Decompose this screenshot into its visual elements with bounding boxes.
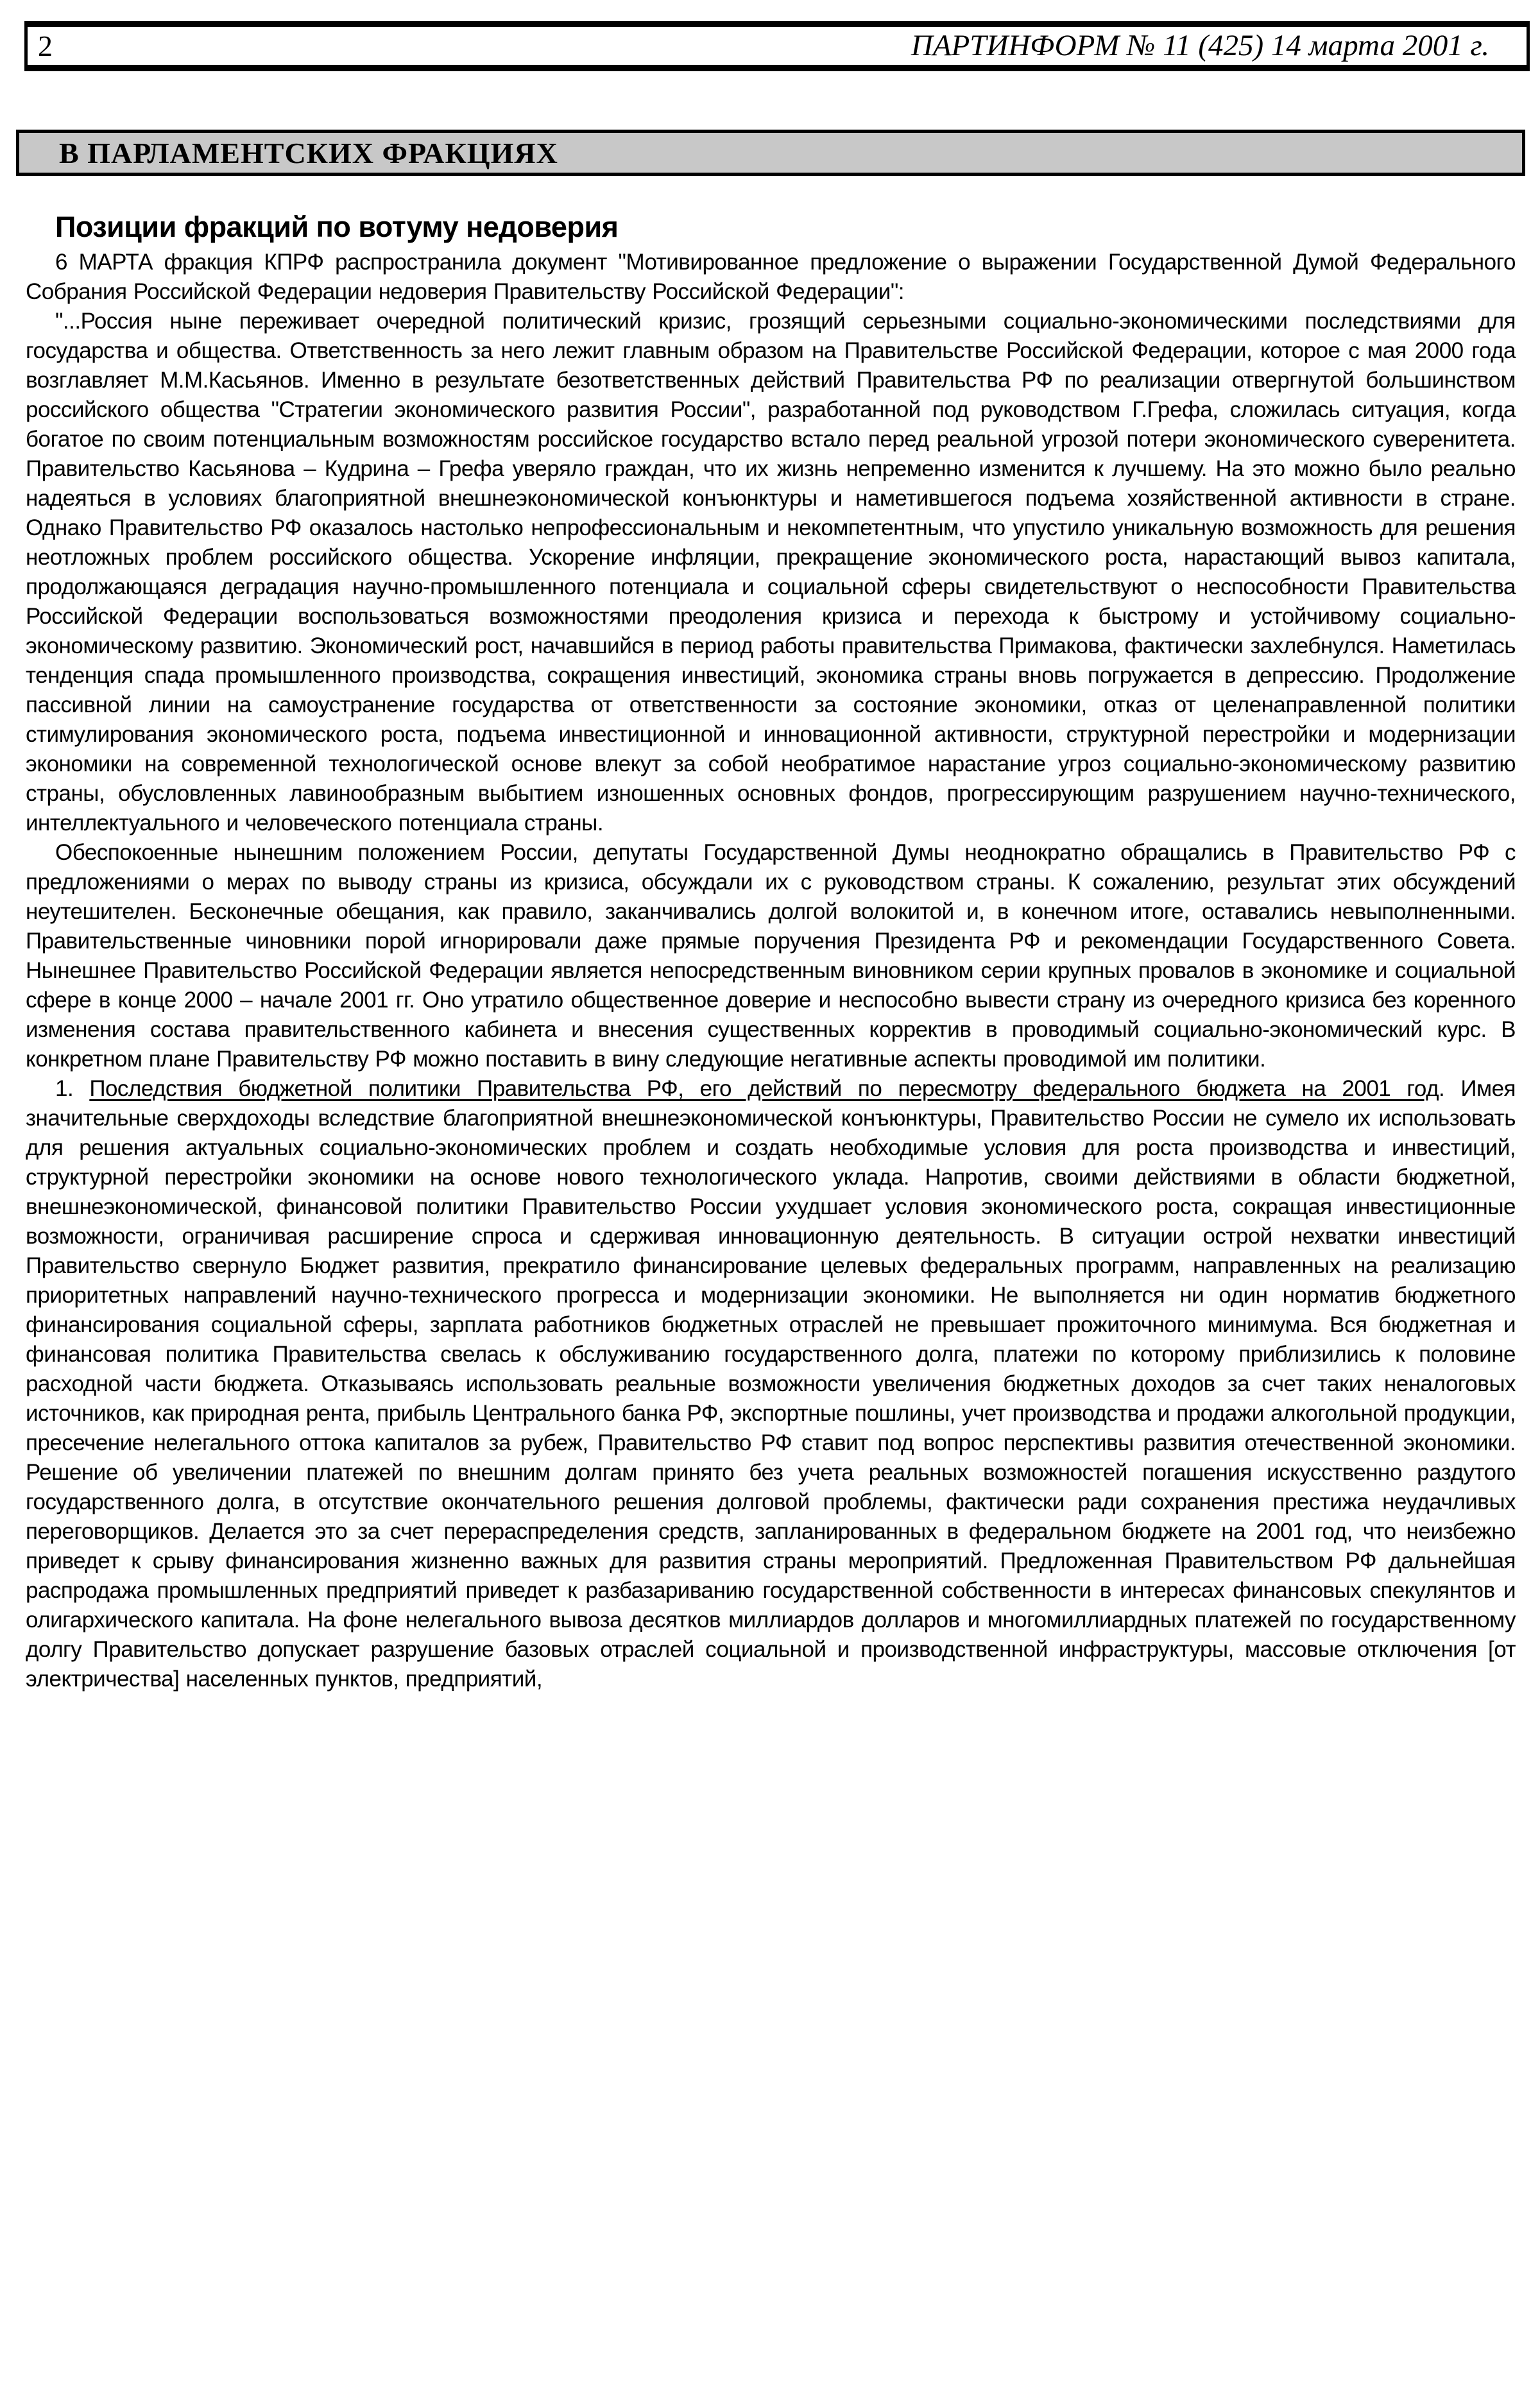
page-header — [24, 21, 1530, 71]
item-underlined-heading: Последствия бюджетной политики Правительства РФ, его действий по пересмотру федерального бюджета на 2001 год — [89, 1076, 1439, 1101]
paragraph-quote-1: "...Россия ныне переживает очередной политический кризис, грозящий серьезными социально-экономическими последствиями для государства и общества. Ответственность за него лежит главным образом на Правительстве Российской Федерации, которое с мая 2000 года возглавляет М.М.Касьянов. Именно в результате безответственных действий Правительства РФ по реализации отвергнутой большинством российского общества "Стратегии экономического развития России", разработанной под руководством Г.Грефа, сложилась ситуация, когда богатое по своим потенциальным возможностям российское государство встало перед реальной угрозой потери экономического суверенитета. Правительство Касьянова – Кудрина – Грефа уверяло граждан, что их жизнь непременно изменится к лучшему. На это можно было реально надеяться в условиях благоприятной внешнеэкономической конъюнктуры и наметившегося подъема хозяйственной активности в стране. Однако Правительство РФ оказалось настолько непрофессиональным и некомпетентным, что упустило уникальную возможность для решения неотложных проблем российского общества. Ускорение инфляции, прекращение экономического роста, нарастающий вывоз капитала, продолжающаяся деградация научно-промышленного потенциала и социальной сферы свидетельствуют о неспособности Правительства Российской Федерации воспользоваться возможностями преодоления кризиса и перехода к быстрому и устойчивому социально-экономическому развитию. Экономический рост, начавшийся в период работы правительства Примакова, фактически захлебнулся. Наметилась тенденция спада промышленного производства, сокращения инвестиций, экономика страны вновь погружается в депрессию. Продолжение пассивной линии на самоустранение государства от ответственности за состояние экономики, отказ от целенаправленной политики стимулирования экономического роста, подъема инвестиционной и инновационной активности, структурной перестройки и модернизации экономики на современной технологической основе влекут за собой необратимое нарастание угроз социально-экономическому развитию страны, обусловленных лавинообразным выбытием изношенных основных фондов, прогрессирующим разрушением научно-технического, интеллектуального и человеческого потенциала страны. — [26, 309, 1516, 835]
item-number: 1. — [55, 1076, 90, 1101]
article — [26, 210, 1516, 1694]
page-number: 2 — [38, 29, 53, 62]
item-body-text: . Имея значительные сверхдоходы вследствие благоприятной внешнеэкономической конъюнктуры, Правительство России не сумело их использовать для решения актуальных социально-экономических проблем и создать необходимые условия для роста производства и инвестиций, структурной перестройки экономики на основе нового технологического уклада. Напротив, своими действиями в области бюджетной, внешнеэкономической, финансовой политики Правительство России ухудшает условия экономического роста, сокращая инвестиционные возможности, ограничивая расширение спроса и сдерживая инновационную деятельность. В ситуации острой нехватки инвестиций Правительство свернуло Бюджет развития, прекратило финансирование целевых федеральных программ, направленных на реализацию приоритетных направлений научно-технического прогресса и модернизации экономики. Не выполняется ни один норматив бюджетного финансирования социальной сферы, зарплата работников бюджетных отраслей не превышает прожиточного минимума. Вся бюджетная и финансовая политика Правительства свелась к обслуживанию государственного долга, платежи по которому приблизились к половине расходной части бюджета. Отказываясь использовать реальные возможности увеличения бюджетных доходов за счет таких неналоговых источников, как природная рента, прибыль Центрального банка РФ, экспортные пошлины, учет производства и продажи алкогольной продукции, пресечение нелегального оттока капиталов за рубеж, Правительство РФ ставит под вопрос перспективы развития отечественной экономики. Решение об увеличении платежей по внешним долгам принято без учета реальных возможностей погашения искусственно раздутого государственного долга, в отсутствие окончательного решения долговой проблемы, фактически ради сохранения престижа неудачливых переговорщиков. Делается это за счет перераспределения средств, запланированных в федеральном бюджете на 2001 год, что неизбежно приведет к срыву финансирования жизненно важных для развития страны мероприятий. Предложенная Правительством РФ дальнейшая распродажа промышленных предприятий приведет к разбазариванию государственной собственности в интересах финансовых спекулянтов и олигархического капитала. На фоне нелегального вывоза десятков миллиардов долларов и многомиллиардных платежей по государственному долгу Правительство допускает разрушение базовых отраслей социальной и производственной инфраструктуры, массовые отключения [от электричества] населенных пунктов, предприятий, — [26, 1076, 1516, 1692]
section-banner — [16, 130, 1525, 176]
section-title: В ПАРЛАМЕНТСКИХ ФРАКЦИЯХ — [59, 136, 558, 169]
paragraph-quote-2: Обеспокоенные нынешним положением России, депутаты Государственной Думы неоднократно обращались в Правительство РФ с предложениями о мерах по выводу страны из кризиса, обсуждали их с руководством страны. К сожалению, результат этих обсуждений неутешителен. Бесконечные обещания, как правило, заканчивались долгой волокитой и, в конечном итоге, оставались невыполненными. Правительственные чиновники порой игнорировали даже прямые поручения Президента РФ и рекомендации Государственного Совета. Нынешнее Правительство Российской Федерации является непосредственным виновником серии крупных провалов в экономике и социальной сфере в конце 2000 – начале 2001 гг. Оно утратило общественное доверие и неспособно вывести страну из очередного кризиса без коренного изменения состава правительственного кабинета и внесения существенных корректив в проводимый социально-экономический курс. В конкретном плане Правительству РФ можно поставить в вину следующие негативные аспекты проводимой им политики. — [26, 840, 1516, 1072]
issue-title: ПАРТИНФОРМ № 11 (425) 14 марта 2001 г. — [911, 29, 1489, 62]
article-title: Позиции фракций по вотуму недоверия — [55, 210, 619, 243]
paragraph-item-1 — [26, 1074, 1516, 1694]
paragraph-intro: 6 МАРТА фракция КПРФ распространила документ "Мотивированное предложение о выражении Государственной Думой Федерального Собрания Российской Федерации недоверия Правительству Российской Федерации": — [26, 250, 1516, 304]
